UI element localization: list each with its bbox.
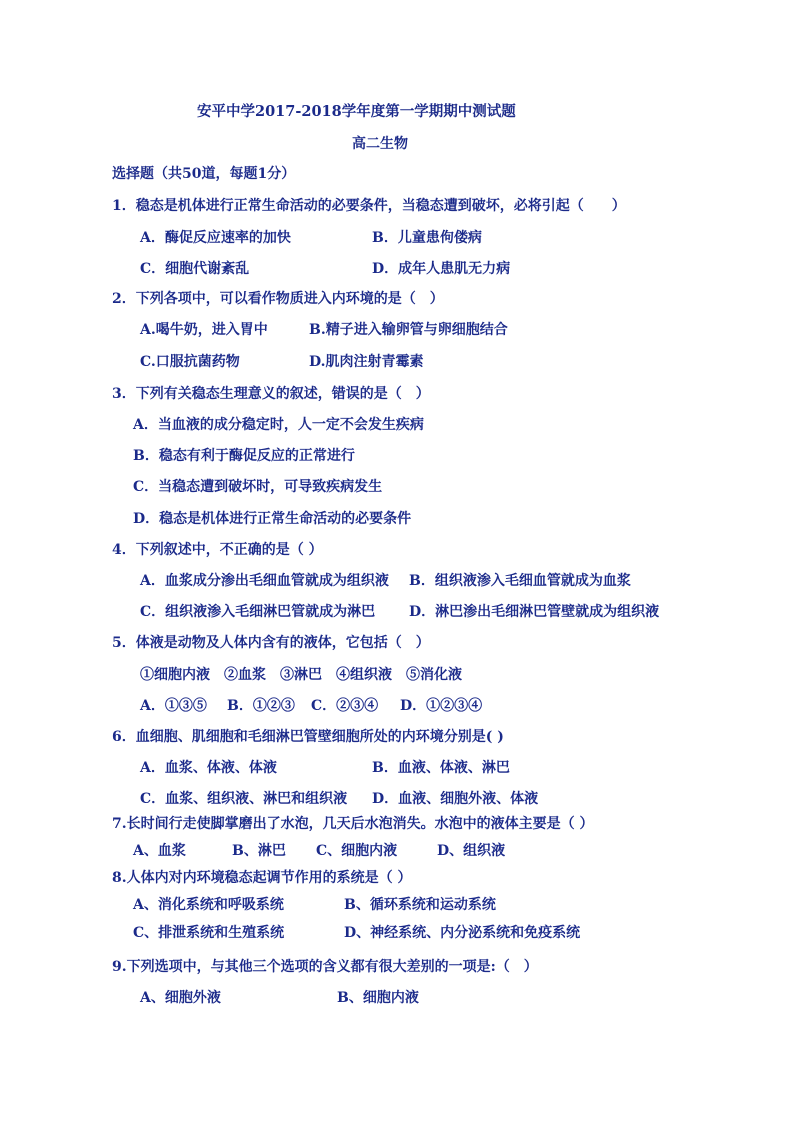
question-2-option-a: A.喝牛奶，进入胃中 (140, 322, 268, 338)
subject-title: 高二生物 (352, 136, 408, 152)
question-1-option-c: C．细胞代谢紊乱 (140, 261, 250, 277)
question-6-option-a: A．血浆、体液、体液 (140, 760, 277, 776)
question-1-stem: 1．稳态是机体进行正常生命活动的必要条件，当稳态遭到破坏，必将引起（ ） (112, 198, 626, 214)
question-2-option-b: B.精子进入输卵管与卵细胞结合 (309, 322, 508, 338)
question-4-option-a: A．血浆成分渗出毛细血管就成为组织液 (140, 573, 389, 589)
question-3-option-d: D．稳态是机体进行正常生命活动的必要条件 (133, 511, 412, 527)
question-9-option-a: A、细胞外液 (140, 990, 221, 1006)
question-5-option-c: C．②③④ (311, 698, 379, 714)
question-3-stem: 3．下列有关稳态生理意义的叙述，错误的是（ ） (112, 386, 430, 402)
question-8-option-c: C、排泄系统和生殖系统 (133, 925, 285, 941)
question-3-option-a: A．当血液的成分稳定时，人一定不会发生疾病 (133, 417, 424, 433)
question-1-option-a: A．酶促反应速率的加快 (140, 230, 291, 246)
question-5-option-a: A．①③⑤ (140, 698, 207, 714)
question-3-option-c: C．当稳态遭到破坏时，可导致疾病发生 (133, 479, 383, 495)
question-6-option-c: C．血浆、组织液、淋巴和组织液 (140, 791, 348, 807)
question-7-option-c: C、细胞内液 (316, 843, 398, 859)
section-heading: 选择题（共50道，每题1分） (112, 166, 296, 182)
question-8-option-a: A、消化系统和呼吸系统 (133, 897, 284, 913)
question-2-option-c: C.口服抗菌药物 (140, 354, 240, 370)
question-4-option-d: D．淋巴渗出毛细淋巴管壁就成为组织液 (409, 604, 660, 620)
question-5-option-b: B．①②③ (227, 698, 295, 714)
question-7-option-d: D、组织液 (437, 843, 506, 859)
question-9-option-b: B、细胞内液 (337, 990, 419, 1006)
question-7-option-b: B、淋巴 (232, 843, 286, 859)
question-2-stem: 2．下列各项中，可以看作物质进入内环境的是（ ） (112, 291, 444, 307)
question-2-option-d: D.肌肉注射青霉素 (309, 354, 424, 370)
question-6-option-d: D．血液、细胞外液、体液 (372, 791, 539, 807)
question-8-option-b: B、循环系统和运动系统 (344, 897, 496, 913)
question-8-stem: 8.人体内对内环境稳态起调节作用的系统是（ ） (112, 870, 412, 886)
exam-title: 安平中学2017-2018学年度第一学期期中测试题 (197, 103, 516, 120)
question-4-option-c: C．组织液渗入毛细淋巴管就成为淋巴 (140, 604, 376, 620)
question-6-stem: 6．血细胞、肌细胞和毛细淋巴管壁细胞所处的内环境分别是( ) (112, 729, 504, 745)
question-8-option-d: D、神经系统、内分泌系统和免疫系统 (344, 925, 581, 941)
question-6-option-b: B．血液、体液、淋巴 (372, 760, 510, 776)
question-5-stem: 5．体液是动物及人体内含有的液体，它包括（ ） (112, 635, 430, 651)
question-1-option-b: B．儿童患佝偻病 (372, 230, 482, 246)
question-3-option-b: B．稳态有利于酶促反应的正常进行 (133, 448, 355, 464)
question-1-option-d: D．成年人患肌无力病 (372, 261, 511, 277)
question-4-option-b: B．组织液渗入毛细血管就成为血浆 (409, 573, 631, 589)
question-4-stem: 4．下列叙述中，不正确的是（ ） (112, 542, 323, 558)
question-5-items: ①细胞内液 ②血浆 ③淋巴 ④组织液 ⑤消化液 (140, 667, 462, 683)
question-7-option-a: A、血浆 (133, 843, 186, 859)
question-7-stem: 7.长时间行走使脚掌磨出了水泡，几天后水泡消失。水泡中的液体主要是（ ） (112, 816, 594, 832)
question-9-stem: 9.下列选项中，与其他三个选项的含义都有很大差别的一项是:（ ） (112, 959, 538, 975)
question-5-option-d: D．①②③④ (400, 698, 483, 714)
